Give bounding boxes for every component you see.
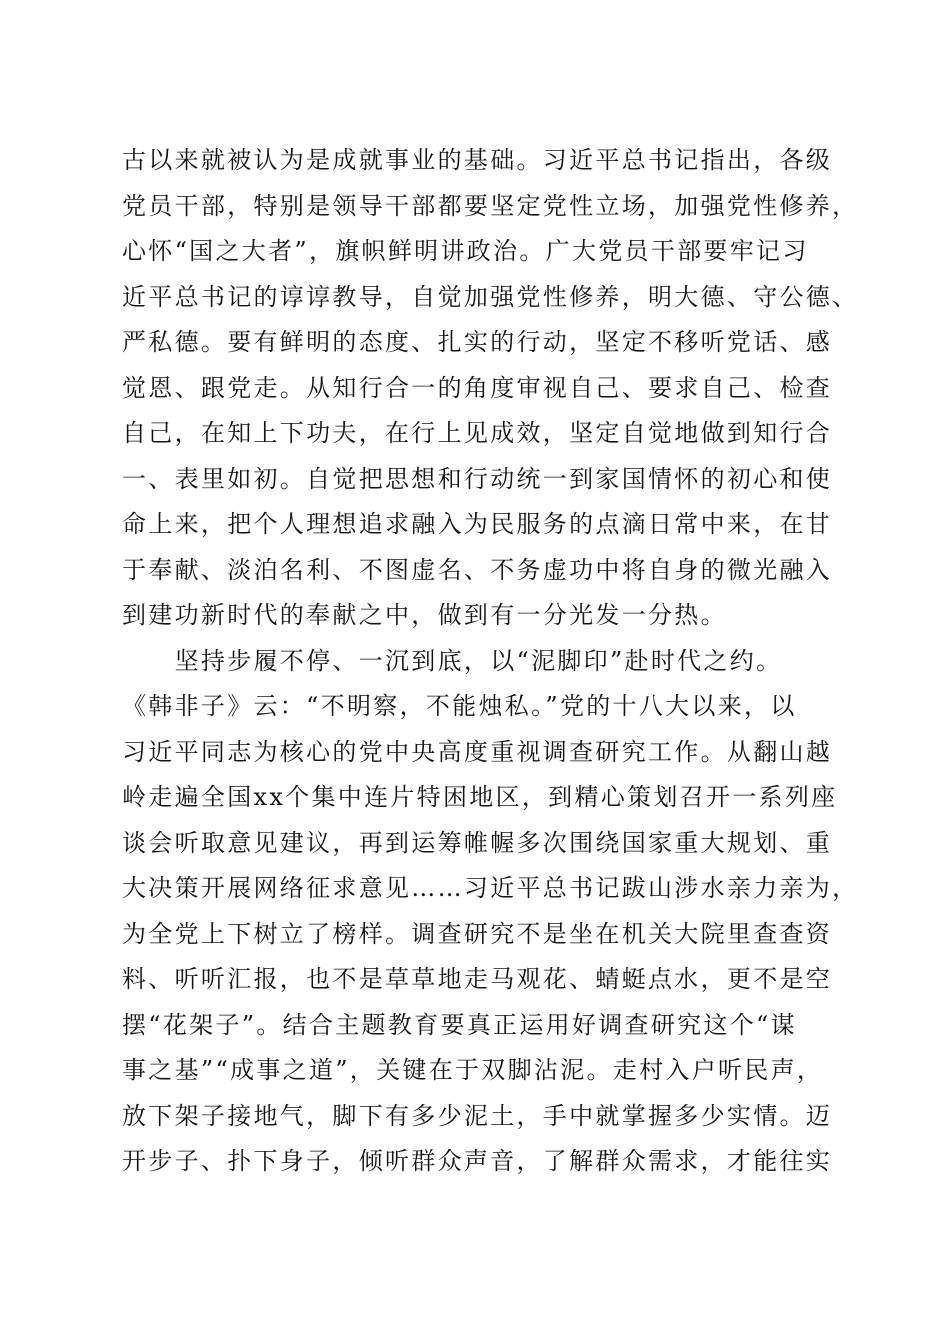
text-line: 岭走遍全国xx个集中连片特困地区，到精心策划召开一系列座 xyxy=(122,783,838,811)
text-line: 大决策开展网络征求意见……习近平总书记跋山涉水亲力亲为， xyxy=(122,874,859,902)
text-line: 自己，在知上下功夫，在行上见成效，坚定自觉地做到知行合 xyxy=(122,419,833,447)
body-text xyxy=(122,138,859,1185)
text-line: 为全党上下树立了榜样。调查研究不是坐在机关大院里查查资 xyxy=(122,919,833,948)
text-line: 一、表里如初。自觉把思想和行动统一到家国情怀的初心和使 xyxy=(122,464,833,493)
text-line: 古以来就被认为是成就事业的基础。习近平总书记指出，各级 xyxy=(122,146,833,174)
text-line: 于奉献、淡泊名利、不图虚名、不务虚功中将自身的微光融入 xyxy=(122,555,833,584)
text-line: 谈会听取意见建议，再到运筹帷幄多次围绕国家重大规划、重 xyxy=(122,828,833,857)
text-line: 开步子、扑下身子，倾听群众声音，了解群众需求，才能往实 xyxy=(122,1147,833,1175)
text-line: 放下架子接地气，脚下有多少泥土，手中就掌握多少实情。迈 xyxy=(122,1101,833,1130)
text-line: 料、听听汇报，也不是草草地走马观花、蜻蜓点水，更不是空 xyxy=(122,965,833,993)
text-line: 严私德。要有鲜明的态度、扎实的行动，坚定不移听党话、感 xyxy=(122,328,833,356)
text-line: 近平总书记的谆谆教导，自觉加强党性修养，明大德、守公德、 xyxy=(122,282,859,311)
text-line: 到建功新时代的奉献之中，做到有一分光发一分热。 xyxy=(122,601,727,629)
text-line: 事之基”“成事之道”，关键在于双脚沾泥。走村入户听民声， xyxy=(122,1056,824,1084)
text-line: 心怀“国之大者”，旗帜鲜明讲政治。广大党员干部要牢记习 xyxy=(122,237,809,265)
text-line: 觉恩、跟党走。从知行合一的角度审视自己、要求自己、检查 xyxy=(122,373,833,402)
text-line: 党员干部，特别是领导干部都要坚定党性立场，加强党性修养， xyxy=(122,191,859,220)
paragraph-start-line: 坚持步履不停、一沉到底，以“泥脚印”赴时代之约。 xyxy=(122,646,783,675)
text-line: 命上来，把个人理想追求融入为民服务的点滴日常中来，在甘 xyxy=(122,510,833,538)
text-line: 摆“花架子”。结合主题教育要真正运用好调查研究这个“谋 xyxy=(122,1010,797,1039)
text-line: 《韩非子》云：“不明察，不能烛私。”党的十八大以来，以 xyxy=(122,692,797,720)
text-line: 习近平同志为核心的党中央高度重视调查研究工作。从翻山越 xyxy=(122,737,833,766)
